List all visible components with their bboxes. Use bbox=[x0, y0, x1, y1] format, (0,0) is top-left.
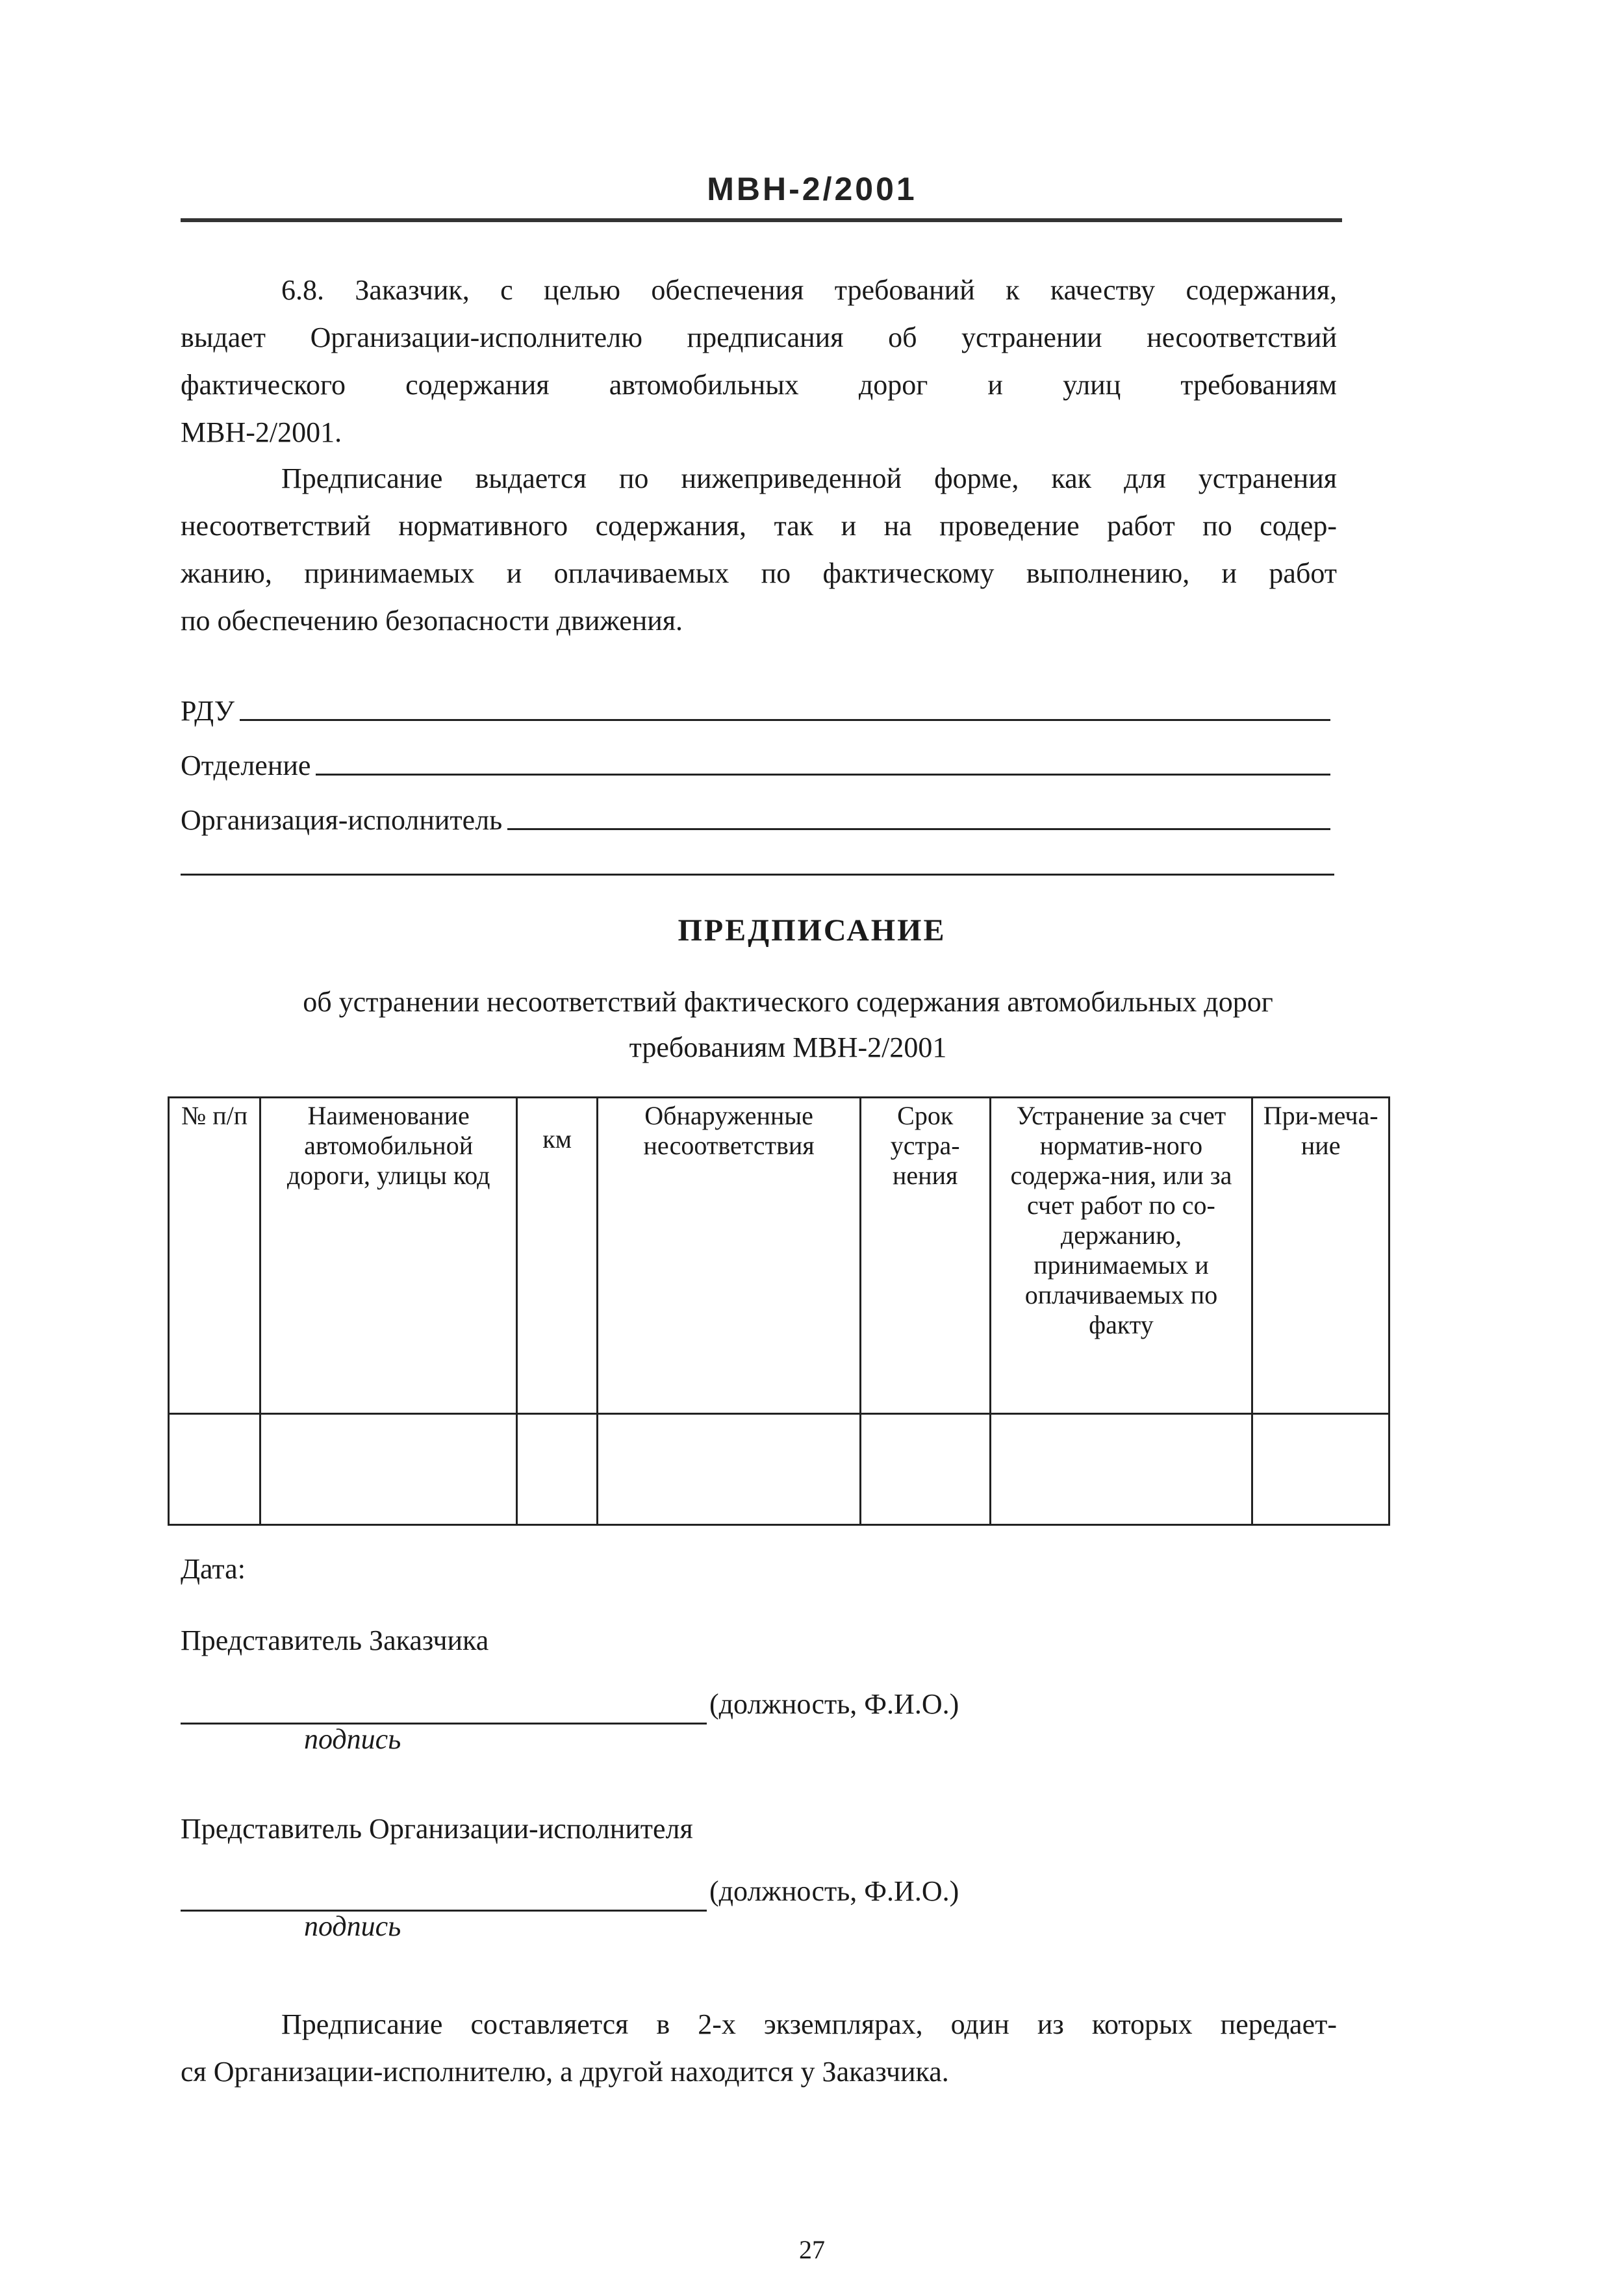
para2-line1: Предписание выдается по нижеприведенной форме, как для устранения bbox=[281, 462, 1337, 494]
para1-line4: МВН-2/2001. bbox=[181, 416, 342, 448]
table-cell[interactable] bbox=[517, 1414, 598, 1525]
date-label: Дата: bbox=[181, 1553, 246, 1585]
header-remedy: Устранение за счет норматив-ного содержа-ния, или за счет работ по со-держанию, принимаемых и оплачиваемых по факту bbox=[990, 1098, 1252, 1414]
contractor-signature-line bbox=[181, 1910, 707, 1912]
header-found-issues: Обнаруженные несоответствия bbox=[598, 1098, 861, 1414]
contractor-blank-line bbox=[507, 828, 1330, 830]
table-cell[interactable] bbox=[598, 1414, 861, 1525]
form-subtitle-line1: об устранении несоответствий фактического содержания автомобильных дорог bbox=[303, 986, 1273, 1018]
header-note: При-меча-ние bbox=[1252, 1098, 1389, 1414]
table-row bbox=[169, 1414, 1389, 1525]
contractor-position-name: (должность, Ф.И.О.) bbox=[709, 1875, 959, 1907]
header-deadline: Срок устра-нения bbox=[860, 1098, 990, 1414]
rdu-label: РДУ bbox=[181, 695, 235, 727]
table-cell[interactable] bbox=[1252, 1414, 1389, 1525]
form-subtitle bbox=[181, 979, 1395, 1070]
table-cell[interactable] bbox=[990, 1414, 1252, 1525]
form-title: ПРЕДПИСАНИЕ bbox=[678, 913, 946, 948]
contractor-label: Организация-исполнитель bbox=[181, 804, 503, 836]
form-subtitle-line2: требованиям МВН-2/2001 bbox=[629, 1031, 947, 1063]
prescription-table bbox=[168, 1096, 1390, 1526]
para1-line2: выдает Организации-исполнителю предписания об устранении несоответствий bbox=[181, 322, 1337, 353]
paragraph-6-8 bbox=[181, 266, 1337, 456]
paragraph-prescription-info bbox=[181, 455, 1337, 644]
header-number: № п/п bbox=[169, 1098, 260, 1414]
extra-blank-line bbox=[181, 874, 1334, 876]
table-header-row bbox=[169, 1098, 1389, 1414]
para2-line2: несоответствий нормативного содержания, так и на проведение работ по содер- bbox=[181, 510, 1337, 542]
department-field bbox=[181, 743, 1330, 782]
customer-signature-caption: подпись bbox=[304, 1723, 401, 1755]
document-code-header: МВН-2/2001 bbox=[707, 171, 917, 207]
rdu-field bbox=[181, 689, 1330, 727]
contractor-signature-caption: подпись bbox=[304, 1910, 401, 1942]
header-km: км bbox=[517, 1098, 598, 1414]
customer-position-name: (должность, Ф.И.О.) bbox=[709, 1688, 959, 1720]
header-rule bbox=[181, 218, 1342, 222]
note-line1: Предписание составляется в 2-х экземплярах, один из которых передает- bbox=[281, 2008, 1337, 2040]
note-line2: ся Организации-исполнителю, а другой находится у Заказчика. bbox=[181, 2056, 949, 2088]
para2-line3: жанию, принимаемых и оплачиваемых по фактическому выполнению, и работ bbox=[181, 557, 1337, 589]
para2-line4: по обеспечению безопасности движения. bbox=[181, 605, 683, 637]
department-blank-line bbox=[316, 773, 1330, 776]
table-cell[interactable] bbox=[169, 1414, 260, 1525]
rdu-blank-line bbox=[240, 718, 1330, 721]
table-cell[interactable] bbox=[260, 1414, 517, 1525]
department-label: Отделение bbox=[181, 750, 311, 781]
customer-signature-line bbox=[181, 1723, 707, 1725]
para1-line1: 6.8. Заказчик, с целью обеспечения требований к качеству содержания, bbox=[281, 274, 1337, 306]
para1-line3: фактического содержания автомобильных дорог и улиц требованиям bbox=[181, 369, 1337, 401]
header-road-name: Наименование автомобильной дороги, улицы код bbox=[260, 1098, 517, 1414]
page-number: 27 bbox=[799, 2235, 825, 2264]
contractor-field bbox=[181, 798, 1330, 837]
customer-representative-label: Представитель Заказчика bbox=[181, 1624, 489, 1656]
copies-note bbox=[181, 2001, 1337, 2095]
table-cell[interactable] bbox=[860, 1414, 990, 1525]
contractor-representative-label: Представитель Организации-исполнителя bbox=[181, 1813, 693, 1845]
